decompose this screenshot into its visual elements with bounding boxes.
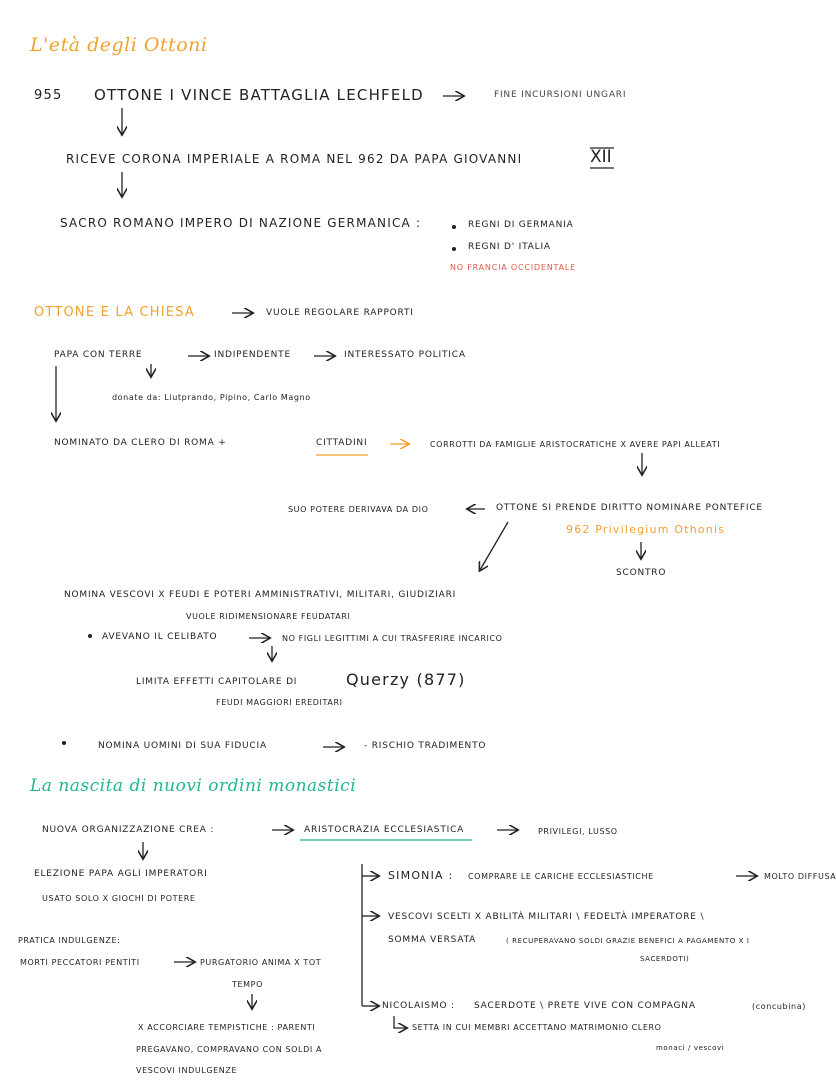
note-line: NOMINATO DA CLERO DI ROMA + bbox=[54, 438, 227, 448]
note-line: NO FIGLI LEGITTIMI A CUI TRASFERIRE INCARICO bbox=[282, 634, 503, 643]
note-line: PREGAVANO, COMPRAVANO CON SOLDI A bbox=[136, 1045, 323, 1054]
section-title-ottoni: L'età degli Ottoni bbox=[30, 34, 208, 56]
note-line: VESCOVI INDULGENZE bbox=[136, 1066, 238, 1075]
highlighted-word: CITTADINI bbox=[316, 438, 368, 448]
note-line: NUOVA ORGANIZZAZIONE CREA : bbox=[42, 825, 215, 835]
section-title-ordini: La nascita di nuovi ordini monastici bbox=[30, 776, 357, 796]
note-line: X ACCORCIARE TEMPISTICHE : PARENTI bbox=[138, 1023, 316, 1032]
querzy-label: Querzy (877) bbox=[346, 670, 466, 689]
note-detail: SACERDOTI) bbox=[640, 955, 690, 963]
note-line: OTTONE I VINCE BATTAGLIA LECHFELD bbox=[94, 86, 424, 104]
note-line: SCONTRO bbox=[616, 568, 667, 578]
note-result: VUOLE REGOLARE RAPPORTI bbox=[266, 308, 414, 318]
bullet-icon bbox=[62, 741, 66, 745]
note-detail: FEUDI MAGGIORI EREDITARI bbox=[216, 698, 343, 707]
list-item-negative: NO FRANCIA OCCIDENTALE bbox=[450, 263, 576, 272]
privilegium-label: 962 Privilegium Othonis bbox=[566, 523, 726, 536]
bullet-icon bbox=[452, 225, 456, 229]
note-result: FINE INCURSIONI UNGARI bbox=[494, 90, 627, 100]
note-result: MOLTO DIFFUSA bbox=[764, 872, 836, 881]
section-title-chiesa: OTTONE E LA CHIESA bbox=[34, 305, 195, 320]
bullet-icon bbox=[452, 247, 456, 251]
note-line: ELEZIONE PAPA AGLI IMPERATORI bbox=[34, 869, 208, 879]
note-line: PRATICA INDULGENZE: bbox=[18, 936, 121, 945]
note-line: SOMMA VERSATA bbox=[388, 935, 477, 945]
note-line: INDIPENDENTE bbox=[214, 350, 291, 360]
note-line: INTERESSATO POLITICA bbox=[344, 350, 466, 360]
list-item: REGNI DI GERMANIA bbox=[468, 220, 574, 230]
term-simonia: SIMONIA : bbox=[388, 869, 454, 882]
note-line: RICEVE CORONA IMPERIALE A ROMA NEL 962 DA PAPA GIOVANNI bbox=[66, 152, 523, 166]
note-line: OTTONE SI PRENDE DIRITTO NOMINARE PONTEFICE bbox=[496, 503, 763, 513]
note-line: PURGATORIO ANIMA X TOT bbox=[200, 958, 322, 967]
note-line: TEMPO bbox=[232, 980, 263, 989]
highlighted-word: ARISTOCRAZIA ECCLESIASTICA bbox=[304, 825, 465, 835]
note-line: LIMITA EFFETTI CAPITOLARE DI bbox=[136, 677, 298, 687]
note-detail: VUOLE RIDIMENSIONARE FEUDATARI bbox=[186, 612, 351, 621]
roman-numeral: XII bbox=[590, 147, 612, 167]
note-line: SACERDOTE \ PRETE VIVE CON COMPAGNA bbox=[474, 1001, 696, 1011]
note-line: VESCOVI SCELTI X ABILITÀ MILITARI \ FEDELTÀ IMPERATORE \ bbox=[388, 912, 705, 922]
note-detail: monaci / vescovi bbox=[656, 1044, 725, 1052]
note-detail: donate da: Liutprando, Pipino, Carlo Magno bbox=[112, 393, 311, 402]
note-line: MORTI PECCATORI PENTITI bbox=[20, 958, 140, 967]
note-detail: (concubina) bbox=[752, 1002, 806, 1011]
note-line: CORROTTI DA FAMIGLIE ARISTOCRATICHE X AVERE PAPI ALLEATI bbox=[430, 440, 721, 449]
note-line: AVEVANO IL CELIBATO bbox=[102, 632, 218, 642]
note-detail: USATO SOLO X GIOCHI DI POTERE bbox=[42, 894, 196, 903]
note-line: - RISCHIO TRADIMENTO bbox=[364, 741, 487, 751]
note-line: SETTA IN CUI MEMBRI ACCETTANO MATRIMONIO CLERO bbox=[412, 1023, 662, 1032]
note-line: NOMINA VESCOVI X FEUDI E POTERI AMMINISTRATIVI, MILITARI, GIUDIZIARI bbox=[64, 590, 457, 600]
list-item: REGNI D' ITALIA bbox=[468, 242, 551, 252]
note-line: NOMINA UOMINI DI SUA FIDUCIA bbox=[98, 741, 267, 751]
note-detail: ( RECUPERAVANO SOLDI GRAZIE BENEFICI A PAGAMENTO X I bbox=[506, 937, 750, 945]
note-line: SUO POTERE DERIVAVA DA DIO bbox=[288, 505, 429, 514]
note-line: SACRO ROMANO IMPERO DI NAZIONE GERMANICA : bbox=[60, 216, 422, 230]
bullet-icon bbox=[88, 634, 92, 638]
year-label: 955 bbox=[34, 88, 63, 103]
note-line: PRIVILEGI, LUSSO bbox=[538, 827, 618, 836]
note-line: COMPRARE LE CARICHE ECCLESIASTICHE bbox=[468, 872, 654, 881]
term-nicolaismo: NICOLAISMO : bbox=[382, 1001, 455, 1011]
note-line: PAPA CON TERRE bbox=[54, 350, 143, 360]
